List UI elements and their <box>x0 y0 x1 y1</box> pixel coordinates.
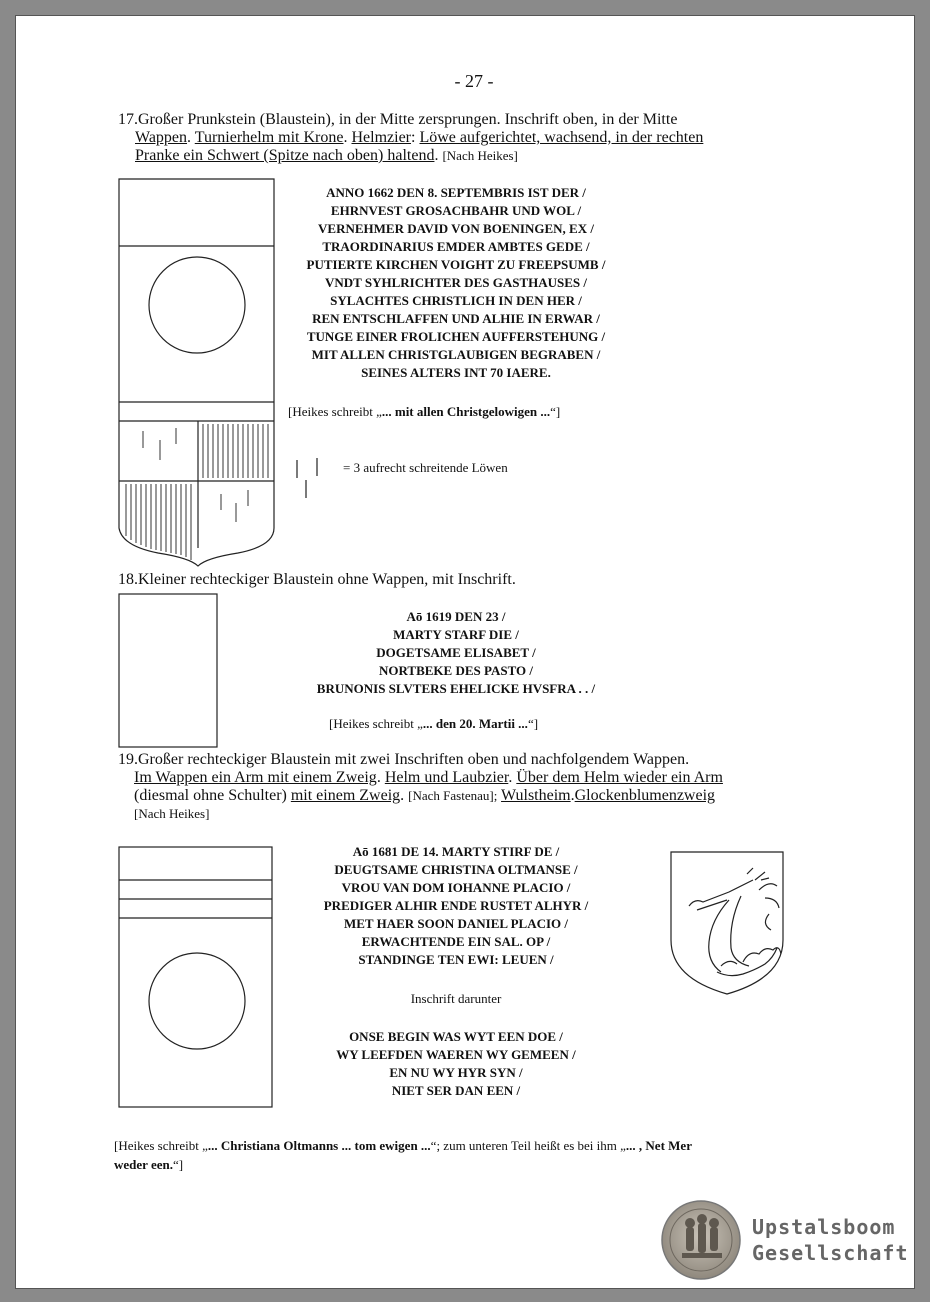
entry-17-source: [Nach Heikes] <box>442 148 518 163</box>
inscription-line: MET HAER SOON DANIEL PLACIO / <box>343 916 569 931</box>
entry-17-number: 17. <box>118 111 138 128</box>
inscription-line: MIT ALLEN CHRISTGLAUBIGEN BEGRABEN / <box>311 347 601 362</box>
inscription-line: SYLACHTES CHRISTLICH IN DEN HER / <box>330 293 582 308</box>
entry-19-diesmal: (diesmal ohne Schulter) <box>134 787 287 804</box>
tombstone-17-drawing <box>118 178 278 568</box>
coat-of-arms-arm-branch-icon <box>669 850 789 1000</box>
inscription-line: TUNGE EINER FROLICHEN AUFFERSTEHUNG / <box>306 329 606 344</box>
inscription-line: PREDIGER ALHIR ENDE RUSTET ALHYR / <box>323 898 589 913</box>
note-quote: ... , Net Mer <box>625 1138 692 1153</box>
inscription-line: NORTBEKE DES PASTO / <box>378 663 534 678</box>
inscription-line: STANDINGE TEN EWI: LEUEN / <box>358 952 554 967</box>
entry-17-turnierhelm: Turnierhelm mit Krone <box>194 129 344 146</box>
inscription-line: ERWACHTENDE EIN SAL. OP / <box>361 934 551 949</box>
entry-19-text: 19.Großer rechteckiger Blaustein mit zwei Inschriften oben und nachfolgendem Wappen. Im Wappen ein Arm mit einem Zweig. Helm und Laubzier. Über dem Helm wieder ein Arm (diesmal ohne Schulter) mit einem Zweig. [Nach Fastenau]; Wulstheim.Glockenblumenzweig [Nach Heikes] <box>134 751 834 823</box>
inscription-line: ONSE BEGIN WAS WYT EEN DOE / <box>349 1029 563 1044</box>
note-text: “] <box>527 716 539 731</box>
inscription-line: BRUNONIS SLVTERS EHELICKE HVSFRA . . / <box>316 681 596 696</box>
logo-line2: Gesellschaft <box>752 1241 909 1265</box>
entry-17-heikes-note <box>288 404 560 420</box>
tombstone-19-drawing <box>118 846 278 1112</box>
tombstone-18-drawing <box>118 593 222 751</box>
inscription-line: Aō 1619 DEN 23 / <box>406 609 506 624</box>
logo-wordmark <box>752 1214 909 1266</box>
entry-19-wulst: Wulstheim <box>501 787 571 804</box>
entry-19-glocken: Glockenblumenzweig <box>574 787 716 804</box>
inscription-darunter-label: Inschrift darunter <box>410 991 502 1006</box>
entry-19-heikes-source: [Nach Heikes] <box>134 806 210 821</box>
entry-17-pranke: Pranke ein Schwert (Spitze nach oben) haltend <box>135 147 435 164</box>
inscription-line: EN NU WY HYR SYN / <box>389 1065 523 1080</box>
note-text: [Heikes schreibt „ <box>114 1138 208 1153</box>
note-quote: ... Christiana Oltmanns ... tom ewigen ... <box>207 1138 431 1153</box>
note-quote: weder een. <box>114 1157 173 1172</box>
lions-legend-text: = 3 aufrecht schreitende Löwen <box>343 460 508 475</box>
inscription-line: SEINES ALTERS INT 70 IAERE. <box>361 365 551 380</box>
entry-19-helm: Helm und Laubzier <box>384 769 509 786</box>
note-quote: ... den 20. Martii ... <box>422 716 528 731</box>
inscription-line: EHRNVEST GROSACHBAHR UND WOL / <box>330 203 582 218</box>
inscription-line: MARTY STARF DIE / <box>393 627 519 642</box>
entry-18-inscription <box>256 608 656 698</box>
document-page <box>15 15 915 1289</box>
entry-18-heikes-note <box>329 716 538 732</box>
inscription-line: WY LEEFDEN WAEREN WY GEMEEN / <box>336 1047 576 1062</box>
entry-19-arm: Im Wappen ein Arm mit einem Zweig <box>134 769 377 786</box>
entry-17-inscription <box>276 184 636 382</box>
inscription-line: TRAORDINARIUS EMDER AMBTES GEDE / <box>322 239 590 254</box>
note-text: [Heikes schreibt „ <box>329 716 423 731</box>
inscription-line: ANNO 1662 DEN 8. SEPTEMBRIS IST DER / <box>326 185 586 200</box>
inscription-line: Aō 1681 DE 14. MARTY STIRF DE / <box>352 844 560 859</box>
entry-18-text: 18.Kleiner rechteckiger Blaustein ohne Wappen, mit Inschrift. <box>118 571 516 588</box>
entry-19-inscription-bottom <box>281 1028 631 1100</box>
inscription-line: VROU VAN DOM IOHANNE PLACIO / <box>341 880 571 895</box>
note-text: [Heikes schreibt „ <box>288 404 382 419</box>
logo-line1: Upstalsboom <box>752 1215 896 1239</box>
entry-19-ueber: Über dem Helm wieder ein Arm <box>516 769 723 786</box>
inscription-line: NIET SER DAN EEN / <box>391 1083 521 1098</box>
inscription-line: VNDT SYHLRICHTER DES GASTHAUSES / <box>325 275 587 290</box>
inscription-line: PUTIERTE KIRCHEN VOIGHT ZU FREEPSUMB / <box>306 257 606 272</box>
inscription-line: VERNEHMER DAVID VON BOENINGEN, EX / <box>318 221 594 236</box>
note-text: “] <box>172 1157 184 1172</box>
note-text: “] <box>550 404 561 419</box>
lions-legend-symbol <box>294 456 324 502</box>
entry-17-loewe: Löwe aufgerichtet, wachsend, in der rechten <box>419 129 704 146</box>
entry-17-helmzier: Helmzier <box>351 129 412 146</box>
entry-19-line1: 19.Großer rechteckiger Blaustein mit zwei Inschriften oben und nachfolgendem Wappen. <box>118 751 690 768</box>
page-number: - 27 - <box>454 71 494 91</box>
entry-17-text: 17.Großer Prunkstein (Blaustein), in der Mitte zersprungen. Inschrift oben, in der Mitte Wappen. Turnierhelm mit Krone. Helmzier: Löwe aufgerichtet, wachsend, in der rechten Pranke ein Schwert (Spitze nach oben) haltend. [Nach Heikes] <box>118 111 704 164</box>
entry-17-line1: Großer Prunkstein (Blaustein), in der Mitte zersprungen. Inschrift oben, in der Mitte <box>138 111 678 128</box>
entry-19-fastenau: [Nach Fastenau]; <box>408 788 498 803</box>
upstalsboom-seal-icon <box>660 1199 742 1281</box>
inscription-line: DEUGTSAME CHRISTINA OLTMANSE / <box>334 862 578 877</box>
entry-19-heikes-note <box>114 1136 814 1174</box>
entry-17-wappen: Wappen <box>135 129 188 146</box>
note-text: “; zum unteren Teil heißt es bei ihm „ <box>430 1138 626 1153</box>
note-quote: ... mit allen Christgelowigen ... <box>381 404 551 419</box>
entry-19-inscription-top <box>281 843 631 969</box>
entry-19-mitzweig: mit einem Zweig <box>290 787 401 804</box>
inscription-line: REN ENTSCHLAFFEN UND ALHIE IN ERWAR / <box>312 311 600 326</box>
inscription-line: DOGETSAME ELISABET / <box>376 645 536 660</box>
